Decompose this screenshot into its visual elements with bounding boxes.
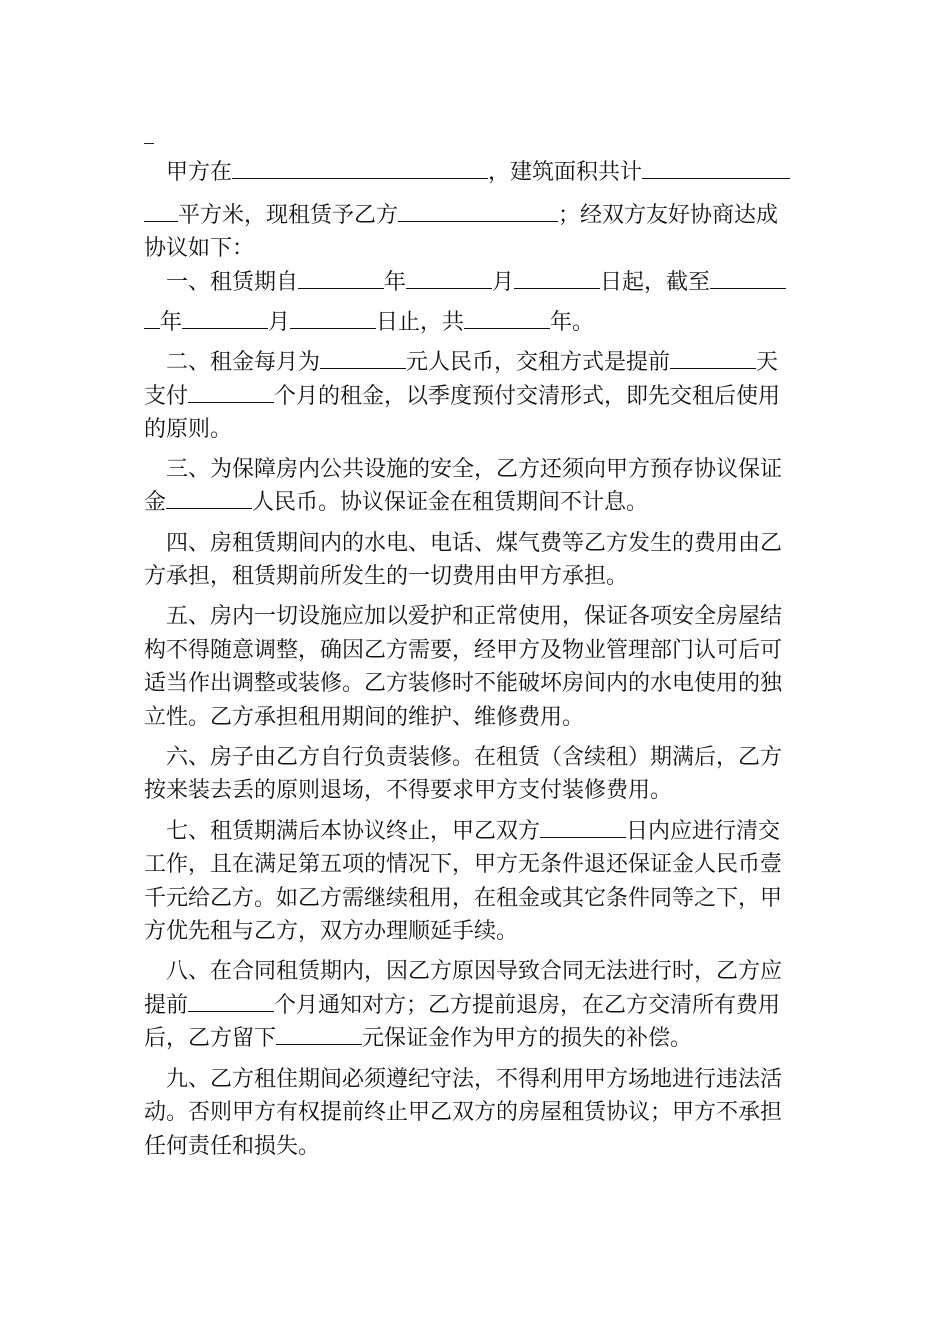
line-text: 元人民币，交租方式是提前 [406,350,671,375]
line-text: 协议如下： [144,236,255,261]
contract-line [144,308,806,338]
line-text: 天 [756,350,779,375]
line-text: 七、租赁期满后本协议终止，甲乙双方 [166,819,541,844]
line-text: ；经双方友好协商达成 [558,203,779,228]
fill-in-blank[interactable] [232,158,488,179]
fill-in-blank[interactable] [182,308,268,329]
fill-in-blank[interactable] [298,268,384,289]
contract-line [144,884,806,914]
line-text: 的原则。 [144,417,233,442]
line-text: 动。否则甲方有权提前终止甲乙双方的房屋租赁协议；甲方不承担 [144,1100,783,1125]
line-text: 三、为保障房内公共设施的安全，乙方还须向甲方预存协议保证 [166,457,783,482]
fill-in-blank[interactable] [276,1024,362,1045]
contract-line [144,234,806,264]
fill-in-blank[interactable] [188,991,274,1012]
line-text: 年 [160,310,183,335]
line-text: 支付 [144,384,189,409]
fill-in-blank[interactable] [166,488,252,509]
line-text: 月 [268,310,291,335]
fill-in-blank[interactable] [540,817,626,838]
contract-line [144,488,806,518]
contract-line [144,455,806,485]
contract-line [144,602,806,632]
contract-line [144,562,806,592]
contract-line [144,957,806,987]
contract-line [144,917,806,947]
line-text: 个月通知对方；乙方提前退房，在乙方交清所有费用 [274,993,781,1018]
top-underscore-mark [144,143,154,144]
contract-line [144,529,806,559]
contract-line [144,268,806,298]
contract-line [144,1098,806,1128]
contract-line [144,850,806,880]
contract-line [144,776,806,806]
line-text: 方承担，租赁期前所发生的一切费用由甲方承担。 [144,564,629,589]
fill-in-blank[interactable] [406,268,492,289]
line-text: 日起，截至 [600,270,711,295]
line-text: 后，乙方留下 [144,1026,277,1051]
line-text: 二、租金每月为 [166,350,321,375]
fill-in-blank[interactable] [290,308,376,329]
line-text: 八、在合同租赁期内，因乙方原因导致合同无法进行时，乙方应 [166,959,783,984]
contract-line [144,415,806,445]
line-text: 方优先租与乙方，双方办理顺延手续。 [144,919,519,944]
line-text: 个月的租金，以季度预付交清形式，即先交租后使用 [274,384,781,409]
contract-line [144,348,806,378]
line-text: 千元给乙方。如乙方需继续租用，在租金或其它条件同等之下，甲 [144,886,783,911]
contract-line [144,201,806,231]
contract-line [144,743,806,773]
line-text: 九、乙方租住期间必须遵纪守法，不得利用甲方场地进行违法活 [166,1067,783,1092]
line-text: 提前 [144,993,189,1018]
line-text: 任何责任和损失。 [144,1134,321,1159]
contract-line [144,158,806,188]
line-text: 按来装去丢的原则退场，不得要求甲方支付装修费用。 [144,778,673,803]
line-text: 一、租赁期自 [166,270,299,295]
contract-line [144,382,806,412]
line-text: 工作，且在满足第五项的情况下，甲方无条件退还保证金人民币壹 [144,852,783,877]
line-text: ，建筑面积共计 [488,160,643,185]
contract-line [144,817,806,847]
fill-in-blank[interactable] [514,268,600,289]
line-text: 五、房内一切设施应加以爱护和正常使用，保证各项安全房屋结 [166,604,783,629]
line-text: 平方米，现租赁予乙方 [178,203,399,228]
line-text: 立性。乙方承担租用期间的维护、维修费用。 [144,705,585,730]
line-text: 甲方在 [166,160,233,185]
line-text: 四、房租赁期间内的水电、电话、煤气费等乙方发生的费用由乙 [166,531,783,556]
line-text: 日内应进行清交 [626,819,781,844]
fill-in-blank[interactable] [188,382,274,403]
contract-line [144,636,806,666]
contract-line [144,1024,806,1054]
fill-in-blank[interactable] [710,268,786,289]
line-text: 构不得随意调整，确因乙方需要，经甲方及物业管理部门认可后可 [144,638,783,663]
fill-in-blank[interactable] [320,348,406,369]
contract-line [144,1132,806,1162]
fill-in-blank[interactable] [464,308,550,329]
line-text: 年 [384,270,407,295]
fill-in-blank[interactable] [642,158,790,179]
line-text: 适当作出调整或装修。乙方装修时不能破坏房间内的水电使用的独 [144,671,783,696]
contract-line [144,1065,806,1095]
line-text: 人民币。协议保证金在租赁期间不计息。 [252,490,649,515]
line-text: 年。 [550,310,595,335]
fill-in-blank[interactable] [670,348,756,369]
fill-in-blank[interactable] [144,201,178,222]
contract-line [144,703,806,733]
contract-line [144,991,806,1021]
line-text: 月 [492,270,515,295]
line-text: 日止，共 [376,310,465,335]
line-text: 元保证金作为甲方的损失的补偿。 [362,1026,693,1051]
line-text: 金 [144,490,167,515]
line-text: 六、房子由乙方自行负责装修。在租赁（含续租）期满后，乙方 [166,745,783,770]
fill-in-blank[interactable] [144,308,160,329]
contract-line [144,669,806,699]
fill-in-blank[interactable] [398,201,558,222]
